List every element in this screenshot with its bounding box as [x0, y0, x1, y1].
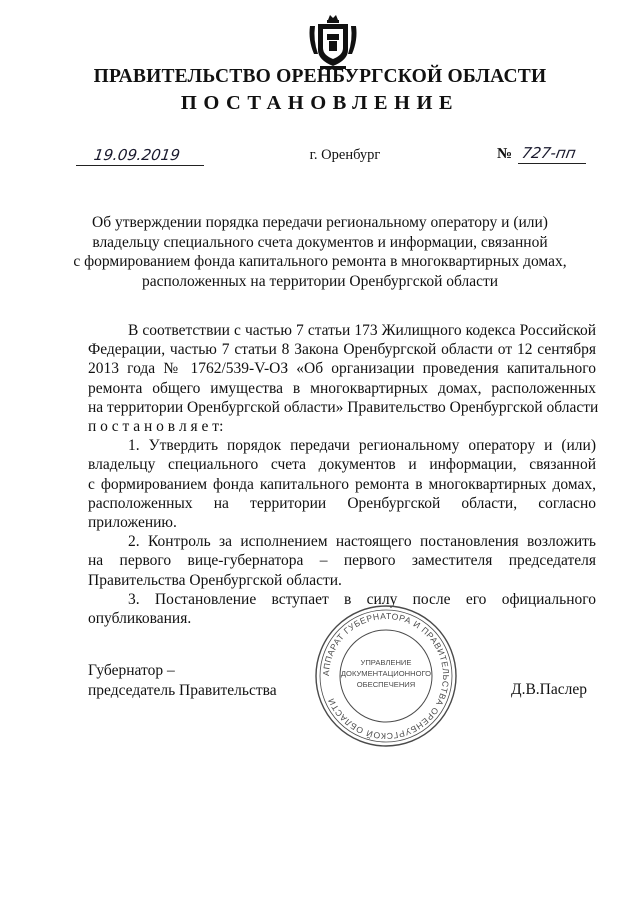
- signatory-position: [88, 661, 277, 701]
- position-line: Губернатор –: [88, 662, 175, 679]
- item-2-line: на первого вице-губернатора – первого заместителя председателя: [88, 552, 596, 570]
- document-city: г. Оренбург: [309, 147, 381, 163]
- number-underline: [518, 163, 586, 164]
- item-2-line: 2. Контроль за исполнением настоящего постановления возложить: [128, 533, 596, 551]
- government-name: ПРАВИТЕЛЬСТВО ОРЕНБУРГСКОЙ ОБЛАСТИ: [93, 66, 547, 87]
- date-underline: [76, 165, 204, 166]
- item-3-line: 3. Постановление вступает в силу после его официального: [128, 590, 596, 608]
- item-1-line: 1. Утвердить порядок передачи региональному оператору и (или): [128, 437, 596, 455]
- item-1-line: с формированием фонда капитального ремонта в многоквартирных домах,: [88, 475, 596, 493]
- stamp-center-line: УПРАВЛЕНИЕ: [360, 658, 412, 667]
- body-line: В соответствии с частью 7 статьи 173 Жилищного кодекса Российской: [128, 322, 596, 339]
- body-line: 2013 года № 1762/539-V-ОЗ «Об организации проведения капитального: [88, 360, 596, 378]
- title-line: владельцу специального счета документов и информации, связанной: [92, 233, 548, 251]
- item-1-line: приложению.: [88, 514, 177, 532]
- body-line: Федерации, частью 7 статьи 8 Закона Оренбургской области от 12 сентября: [88, 341, 596, 359]
- coat-of-arms-emblem: [306, 10, 360, 72]
- official-stamp: [313, 603, 459, 749]
- title-line: Об утверждении порядка передачи региональному оператору и (или): [92, 214, 548, 231]
- number-handwritten: 727-пп: [520, 144, 578, 162]
- item-2-line: Правительства Оренбургской области.: [88, 571, 342, 589]
- stamp-center-line: ОБЕСПЕЧЕНИЯ: [356, 680, 416, 689]
- resolves-word: п о с т а н о в л я е т:: [88, 418, 224, 436]
- title-line: с формированием фонда капитального ремонта в многоквартирных домах,: [73, 253, 567, 270]
- document-body: [88, 321, 599, 628]
- date-handwritten: 19.09.2019: [92, 146, 182, 164]
- item-1-line: владельцу специального счета документов и информации, связанной: [88, 456, 596, 474]
- document-title: [70, 213, 570, 291]
- stamp-center-line: ДОКУМЕНТАЦИОННОГО: [340, 669, 432, 678]
- item-1-line: расположенных на территории Оренбургской области, согласно: [88, 494, 596, 512]
- body-line: ремонта общего имущества в многоквартирных домах, расположенных: [88, 379, 596, 397]
- number-label: №: [497, 146, 513, 162]
- document-type: ПОСТАНОВЛЕНИЕ: [180, 92, 460, 114]
- body-line: на территории Оренбургской области» Правительство Оренбургской области: [88, 398, 599, 416]
- document-number: [518, 144, 590, 168]
- position-line: председатель Правительства: [88, 682, 277, 699]
- item-3-line: опубликования.: [88, 610, 192, 628]
- stamp-ring-text: АППАРАТ ГУБЕРНАТОРА И ПРАВИТЕЛЬСТВА ОРЕНБУРГСКОЙ ОБЛАСТИ: [320, 610, 452, 742]
- title-line: расположенных на территории Оренбургской области: [141, 272, 499, 290]
- signatory-name: Д.В.Паслер: [511, 681, 587, 698]
- document-date: [76, 146, 206, 170]
